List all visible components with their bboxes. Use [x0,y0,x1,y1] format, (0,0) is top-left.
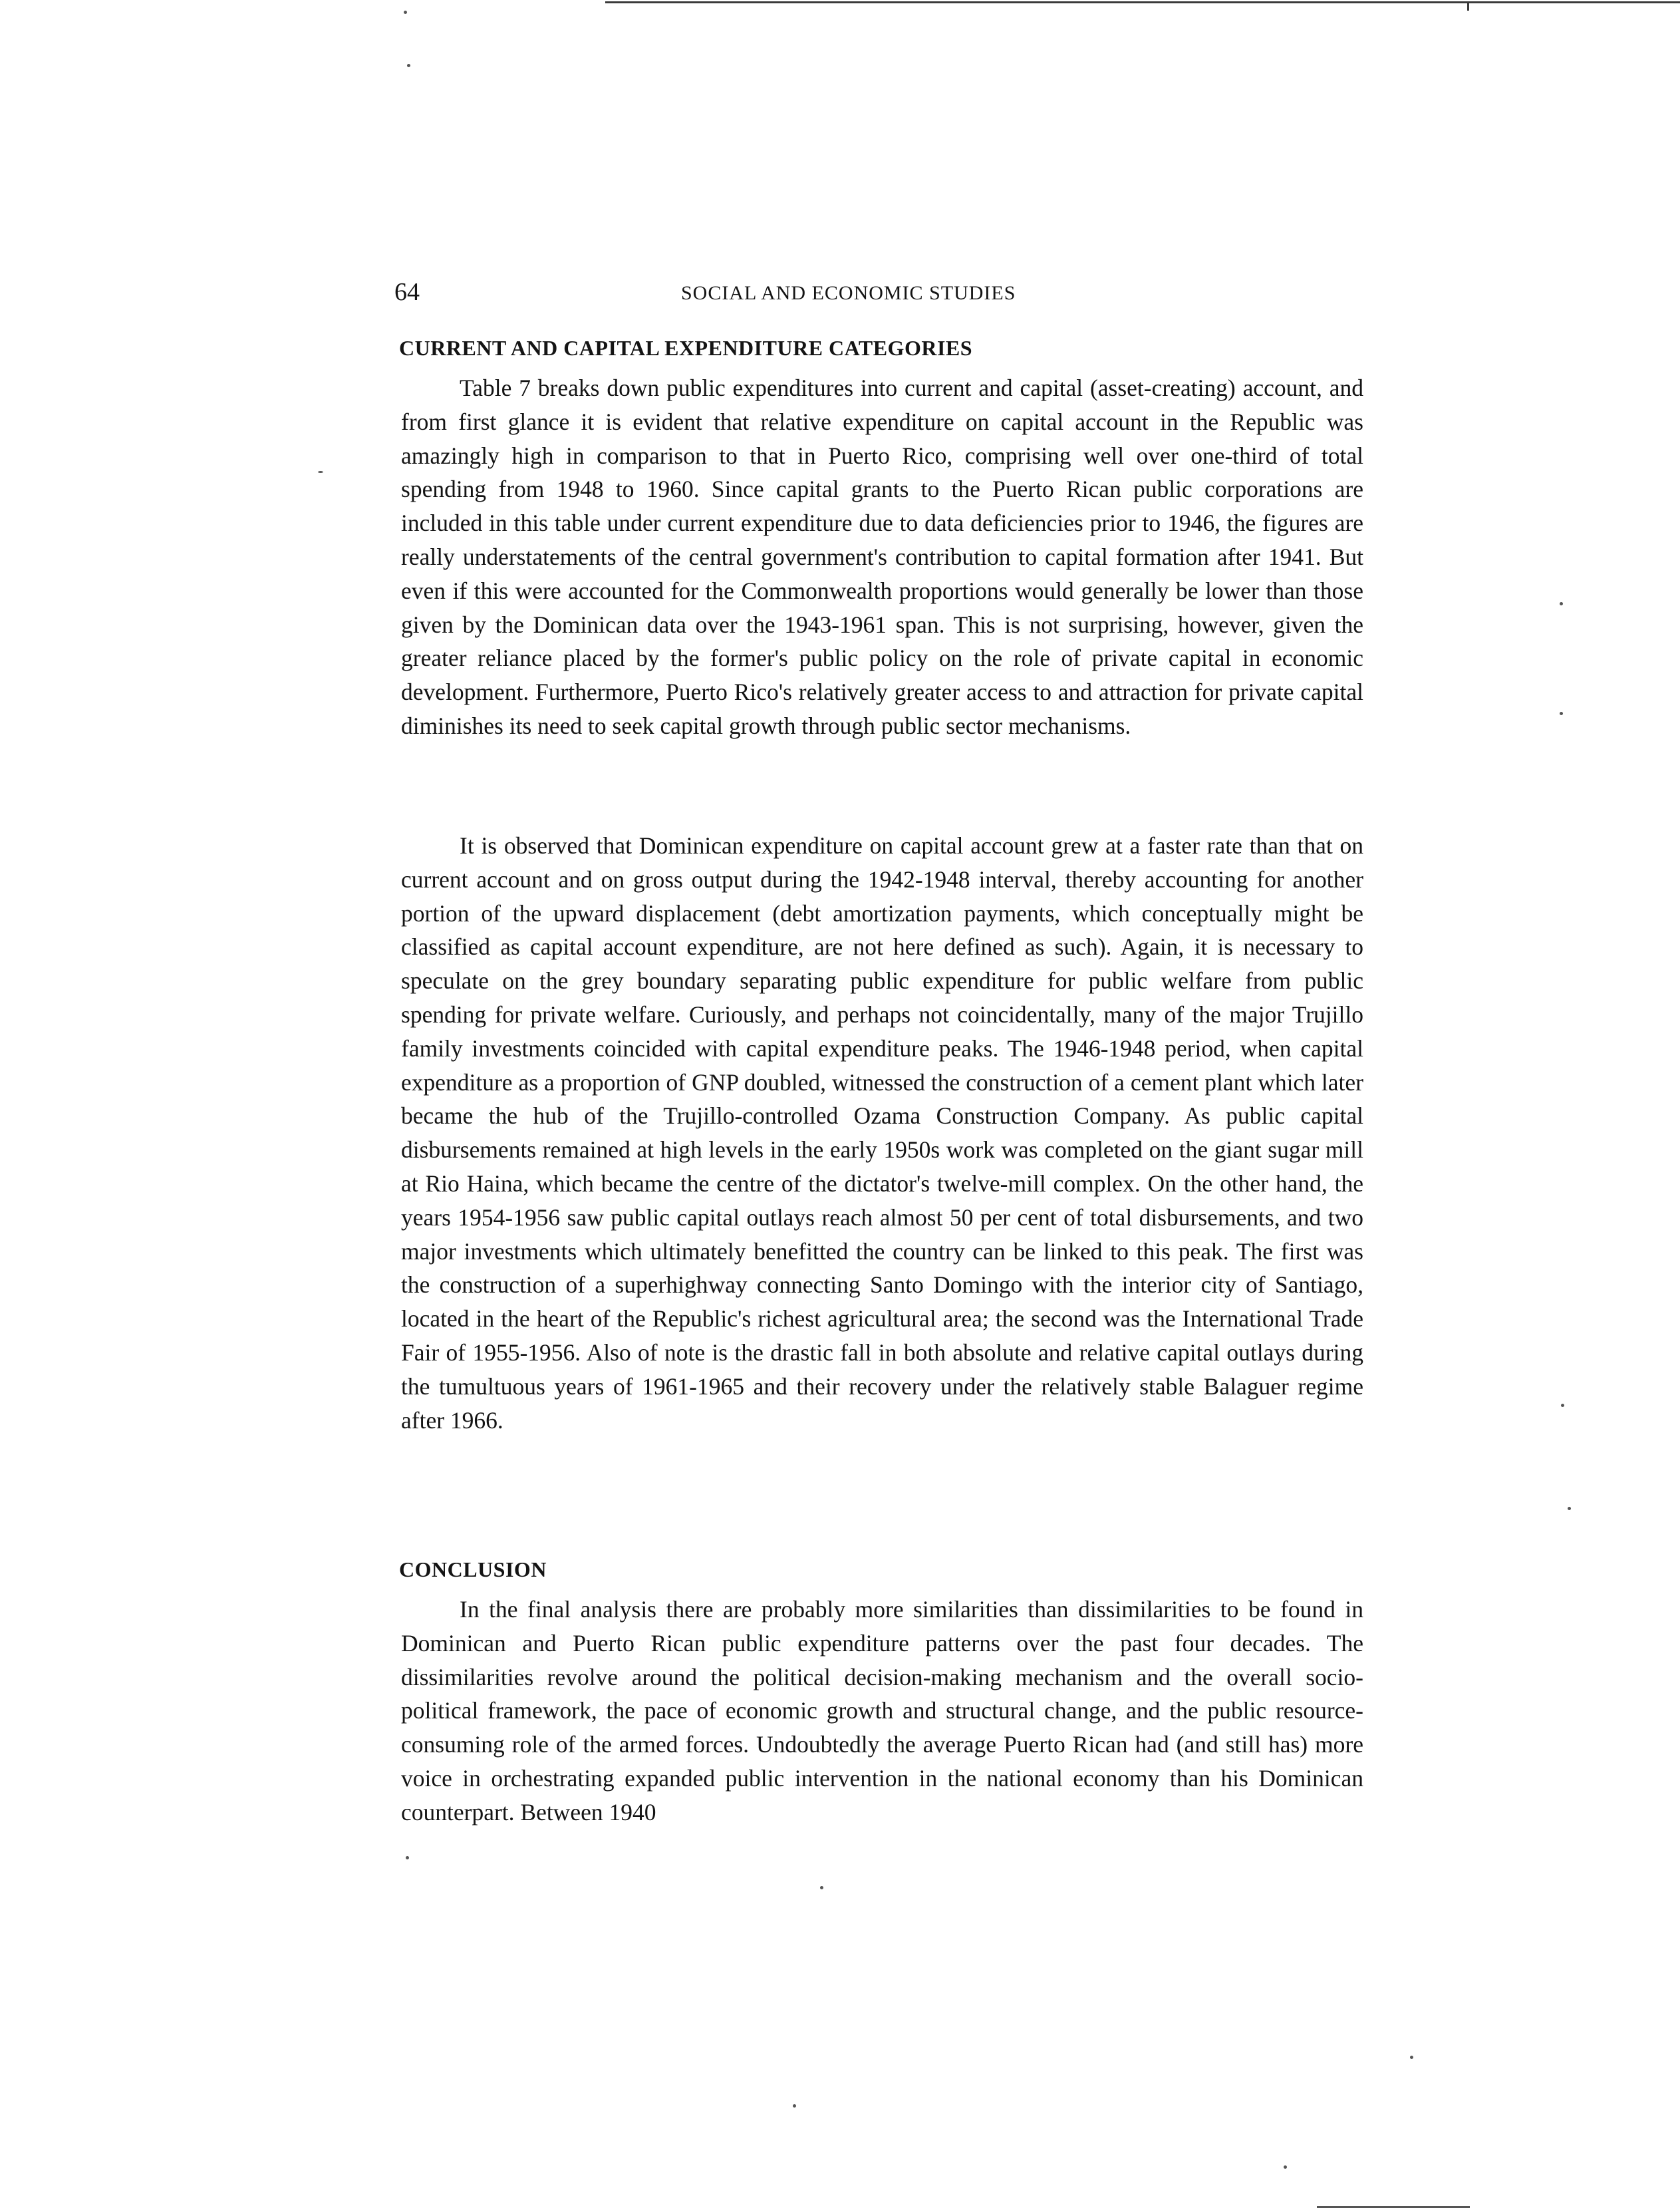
scan-speck [793,2104,796,2108]
scan-speck [407,64,410,67]
section-heading-conclusion: CONCLUSION [399,1557,547,1581]
scan-speck [1410,2056,1413,2059]
scan-top-rule [605,1,1680,3]
scan-speck [820,1886,823,1889]
body-paragraph: In the final analysis there are probably more similarities than dissimilarities to be found in Dominican and Puerto Rican public expenditure patterns over the past four decades. The dissimilarities revolve around the political decision-making mechanism and the overall socio-political framework, the pace of economic growth and structural change, and the public resource-consuming role of the armed forces. Undoubtedly the average Puerto Rican had (and still has) more voice in orchestrating expanded public intervention in the national economy than his Dominican counterpart. Between 1940 [401,1596,1363,1825]
body-paragraph: It is observed that Dominican expenditure on capital account grew at a faster rate than that on current account and on gross output during the 1942-1948 interval, thereby accounting for another portion of the upward displacement (debt amortization payments, which conceptually might be classified as capital account expenditure, are not here defined as such). Again, it is necessary to speculate on the grey boundary separating public expenditure for public welfare from public spending for private welfare. Curiously, and perhaps not coincidentally, many of the major Trujillo family investments coincided with capital expenditure peaks. The 1946-1948 period, when capital expenditure as a proportion of GNP doubled, witnessed the construction of a cement plant which later became the hub of the Trujillo-controlled Ozama Construction Company. As public capital disbursements remained at high levels in the early 1950s work was completed on the giant sugar mill at Rio Haina, which became the centre of the dictator's twelve-mill complex. On the other hand, the years 1954-1956 saw public capital outlays reach almost 50 per cent of total disbursements, and two major investments which ultimately benefitted the country can be linked to this peak. The first was the construction of a superhighway connecting Santo Domingo with the interior city of Santiago, located in the heart of the Republic's richest agricultural area; the second was the International Trade Fair of 1955-1956. Also of note is the drastic fall in both absolute and relative capital outlays during the tumultuous years of 1961-1965 and their recovery under the relatively stable Balaguer regime after 1966. [401,832,1363,1434]
scan-speck [1560,712,1563,715]
scan-speck [404,11,407,14]
page-number: 64 [394,278,420,306]
scan-speck [1284,2165,1287,2169]
scan-speck [1568,1507,1571,1510]
section-heading-expenditure-categories: CURRENT AND CAPITAL EXPENDITURE CATEGORIES [399,336,973,360]
scan-speck [1560,602,1563,605]
scan-speck [318,471,323,473]
scan-bottom-rule [1317,2206,1470,2208]
scan-top-rule-tick [1467,1,1469,11]
scan-speck [1561,1404,1564,1407]
running-title: SOCIAL AND ECONOMIC STUDIES [681,282,1016,304]
scan-speck [406,1856,409,1859]
body-paragraph: Table 7 breaks down public expenditures into current and capital (asset-creating) account, and from first glance it is evident that relative expenditure on capital account in the Republic was amazingly high in comparison to that in Puerto Rico, comprising well over one-third of total spending from 1948 to 1960. Since capital grants to the Puerto Rican public corporations are included in this table under current expenditure due to data deficiencies prior to 1946, the figures are really understatements of the central government's contribution to capital formation after 1941. But even if this were accounted for the Commonwealth proportions would generally be lower than those given by the Dominican data over the 1943-1961 span. This is not surprising, however, given the greater reliance placed by the former's public policy on the role of private capital in economic development. Furthermore, Puerto Rico's relatively greater access to and attraction for private capital diminishes its need to seek capital growth through public sector mechanisms. [401,375,1363,739]
